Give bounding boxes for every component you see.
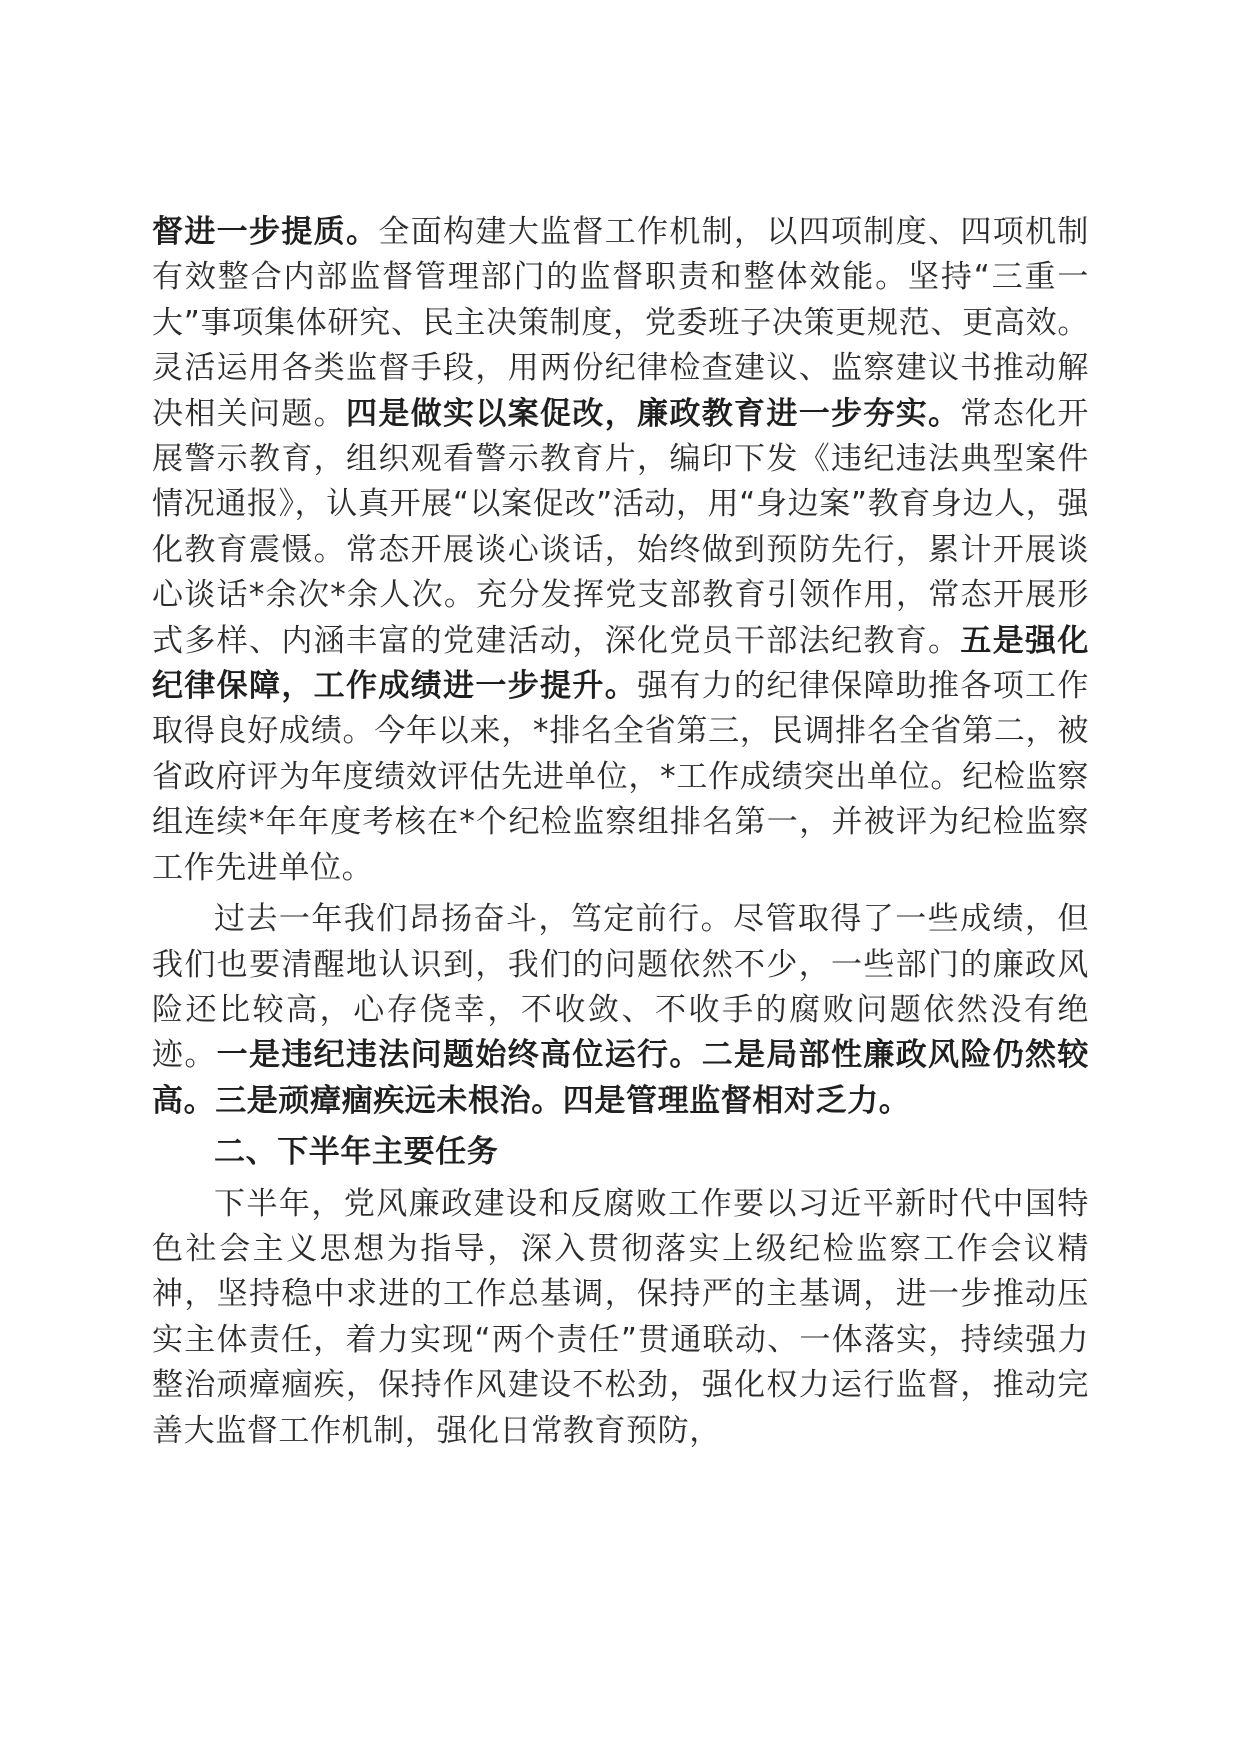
body-text: 下半年，党风廉政建设和反腐败工作要以习近平新时代中国特色社会主义思想为指导，深入贯彻落实上级纪检监察工作会议精神，坚持稳中求进的工作总基调，保持严的主基调，进一步推动压实主体责任，着力实现“两个责任”贯通联动、一体落实，持续强力整治顽瘴痼疾，保持作风建设不松劲，强化权力运行监督，推动完善大监督工作机制，强化日常教育预防， (152, 1185, 1089, 1449)
body-text: 过去一年我们昂扬奋斗，笃定前行。尽管取得了一些成绩，但我们也要清醒地认识到，我们的问题依然不少，一些部门的廉政风险还比较高，心存侥幸，不收敛、不收手的腐败问题依然没有绝迹。 (152, 901, 1089, 1074)
bold-phrase: 五是强化纪律保障，工作成绩进一步提升。 (152, 622, 1089, 705)
document-body (152, 210, 1089, 1454)
paragraph-tasks (152, 1182, 1089, 1454)
section-heading: 二、下半年主要任务 (214, 1134, 499, 1171)
bold-phrase: 督进一步提质。 (152, 214, 379, 250)
bold-phrase: 四是做实以案促改，廉政教育进一步夯实。 (346, 395, 961, 432)
paragraph-problems (152, 897, 1089, 1124)
body-text: 全面构建大监督工作机制，以四项制度、四项机制有效整合内部监督管理部门的监督职责和整体效能。坚持“三重一大”事项集体研究、民主决策制度，党委班子决策更规范、更高效。灵活运用各类监督手段，用两份纪律检查建议、监察建议书推动解决相关问题。 (152, 214, 1090, 432)
body-text: 常态化开展警示教育，组织观看警示教育片，编印下发《违纪违法典型案件情况通报》，认真开展“以案促改”活动，用“身边案”教育身边人，强化教育震慑。常态开展谈心谈话，始终做到预防先行，累计开展谈心谈话*余次*余人次。充分发挥党支部教育引领作用，常态开展形式多样、内涵丰富的党建活动，深化党员干部法纪教育。 (152, 395, 1089, 659)
bold-phrase: 一是违纪违法问题始终高位运行。二是局部性廉政风险仍然较高。三是顽瘴痼疾远未根治。四是管理监督相对乏力。 (152, 1037, 1089, 1119)
paragraph-achievements (152, 210, 1089, 891)
body-text: 强有力的纪律保障助推各项工作取得良好成绩。今年以来，*排名全省第三，民调排名全省第二，被省政府评为年度绩效评估先进单位，*工作成绩突出单位。纪检监察组连续*年年度考核在*个纪检监察组排名第一，并被评为纪检监察工作先进单位。 (152, 668, 1089, 886)
